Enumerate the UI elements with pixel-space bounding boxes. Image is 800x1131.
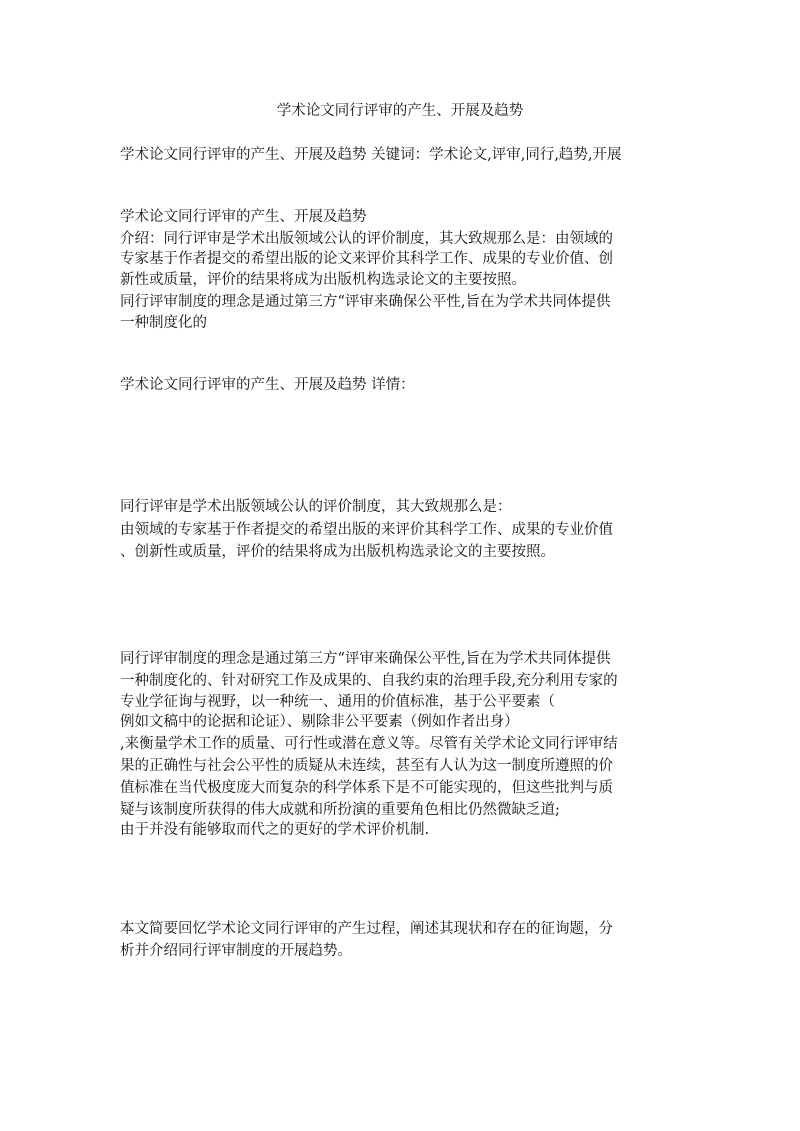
paragraph-line: 同行评审是学术出版领域公认的评价制度，其大致规那么是： (120, 499, 512, 515)
summary-line: 专家基于作者提交的希望出版的论文来评价其科学工作、成果的专业价值、创 (120, 251, 613, 267)
paragraph-line: 由于并没有能够取而代之的更好的学术评价机制. (120, 822, 430, 838)
keywords-line: 学术论文同行评审的产生、开展及趋势 关键词：学术论文,评审,同行,趋势,开展 (120, 147, 622, 163)
summary-line: 介绍：同行评审是学术出版领域公认的评价制度，其大致规那么是：由领域的 (120, 231, 613, 247)
summary-line: 新性或质量，评价的结果将成为出版机构选录论文的主要按照。 (120, 272, 526, 288)
summary-line: 同行评审制度的理念是通过第三方“评审来确保公平性,旨在为学术共同体提供 (120, 294, 611, 310)
summary-heading: 学术论文同行评审的产生、开展及趋势 (120, 209, 367, 225)
detail-heading: 学术论文同行评审的产生、开展及趋势 详情： (120, 377, 415, 393)
paragraph-line: 一种制度化的、针对研究工作及成果的、自我约束的治理手段,充分利用专家的 (120, 673, 618, 689)
paragraph-line: 疑与该制度所获得的伟大成就和所扮演的重要角色相比仍然微缺乏道; (120, 802, 560, 818)
paragraph-line: 专业学征询与视野，以一种统一、通用的价值标准，基于公平要素（ (120, 694, 555, 710)
paragraph-line: ,来衡量学术工作的质量、可行性或潜在意义等。尽管有关学术论文同行评审结 (120, 736, 618, 752)
document-title: 学术论文同行评审的产生、开展及趋势 (276, 103, 524, 119)
paragraph-line: 由领域的专家基于作者提交的希望出版的来评价其科学工作、成果的专业价值 (120, 522, 613, 538)
paragraph-line: 果的正确性与社会公平性的质疑从未连续，甚至有人认为这一制度所遵照的价 (120, 758, 613, 774)
paragraph-line: 例如文稿中的论据和论证）、剔除非公平要素（例如作者出身） (120, 714, 519, 730)
paragraph-line: 、创新性或质量，评价的结果将成为出版机构选录论文的主要按照。 (120, 544, 555, 560)
summary-line: 一种制度化的 (120, 315, 207, 331)
paragraph-line: 同行评审制度的理念是通过第三方“评审来确保公平性,旨在为学术共同体提供 (120, 651, 611, 667)
paragraph-line: 本文简要回忆学术论文同行评审的产生过程，阐述其现状和存在的征询题，分 (120, 921, 613, 937)
paragraph-line: 析并介绍同行评审制度的开展趋势。 (120, 943, 352, 959)
paragraph-line: 值标准在当代极度庞大而复杂的科学体系下是不可能实现的，但这些批判与质 (120, 780, 613, 796)
